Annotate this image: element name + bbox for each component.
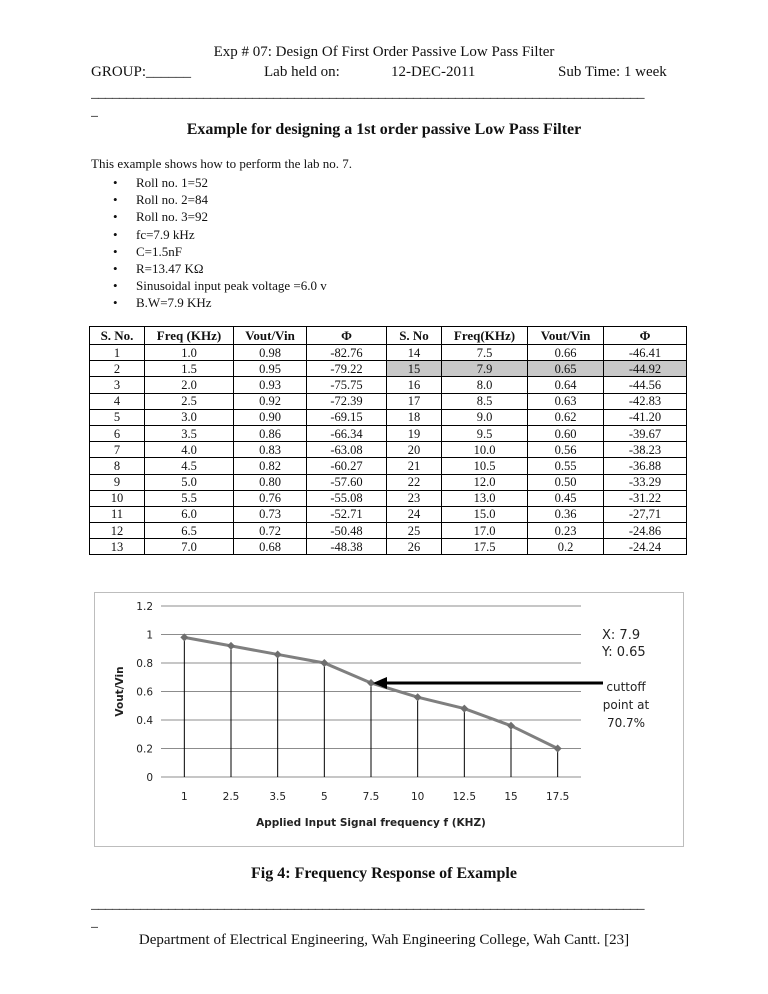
table-cell: 2: [90, 361, 145, 377]
x-tick-label: 3.5: [269, 791, 287, 803]
column-header: Vout/Vin: [234, 327, 307, 345]
intro-text: This example shows how to perform the lab no. 7.: [91, 156, 353, 171]
table-cell: -50.48: [307, 523, 387, 539]
table-cell: 17: [387, 393, 442, 409]
table-row: [90, 409, 687, 425]
section-heading: Example for designing a 1st order passive Low Pass Filter: [186, 121, 582, 138]
table-cell: 24: [387, 506, 442, 522]
table-cell: 22: [387, 474, 442, 490]
column-header: Freq (KHz): [145, 327, 234, 345]
x-axis-title: Applied Input Signal frequency f (KHZ): [256, 817, 486, 829]
table-cell: 0.36: [528, 506, 604, 522]
table-cell: 0.2: [528, 539, 604, 555]
table-cell: 13.0: [442, 490, 528, 506]
table-cell: 0.56: [528, 442, 604, 458]
y-tick-label: 0.8: [136, 658, 153, 670]
table-cell: 0.95: [234, 361, 307, 377]
table-cell: 25: [387, 523, 442, 539]
y-tick-label: 1: [146, 629, 153, 642]
table-cell: -52.71: [307, 506, 387, 522]
table-cell: 10.5: [442, 458, 528, 474]
table-cell: 0.66: [528, 345, 604, 361]
table-cell: -31.22: [604, 490, 687, 506]
table-cell: 10.0: [442, 442, 528, 458]
parameter-item: • Sinusoidal input peak voltage =6.0 v: [113, 277, 327, 294]
y-tick-label: 0: [146, 772, 153, 784]
table-cell: 21: [387, 458, 442, 474]
table-row: [90, 523, 687, 539]
parameter-item: • R=13.47 KΩ: [113, 260, 327, 277]
group-field: GROUP:______: [91, 64, 192, 80]
table-cell: 13: [90, 539, 145, 555]
table-cell: -48.38: [307, 539, 387, 555]
table-cell: -38.23: [604, 442, 687, 458]
table-cell: 7.0: [145, 539, 234, 555]
x-tick-label: 5: [320, 791, 328, 803]
table-cell: 0.83: [234, 442, 307, 458]
column-header: S. No: [387, 327, 442, 345]
table-cell: 14: [387, 345, 442, 361]
table-cell: 16: [387, 377, 442, 393]
point-y-label: Y: 0.65: [602, 645, 646, 660]
table-cell: 0.98: [234, 345, 307, 361]
table-cell: 15: [387, 361, 442, 377]
table-cell: 1.5: [145, 361, 234, 377]
column-header: Vout/Vin: [528, 327, 604, 345]
table-row: [90, 474, 687, 490]
table-cell: 0.86: [234, 425, 307, 441]
data-point: [414, 693, 422, 701]
table-cell: 0.76: [234, 490, 307, 506]
data-point: [460, 705, 468, 713]
table-cell: 0.92: [234, 393, 307, 409]
table-cell: 0.72: [234, 523, 307, 539]
table-cell: 4.0: [145, 442, 234, 458]
table-cell: -75.75: [307, 377, 387, 393]
table-row: [90, 425, 687, 441]
table-cell: -33.29: [604, 474, 687, 490]
parameter-item: • B.W=7.9 KHz: [113, 294, 327, 311]
x-tick-label: 12.5: [452, 791, 477, 803]
table-cell: 7: [90, 442, 145, 458]
column-header: Φ: [307, 327, 387, 345]
lab-date: 12-DEC-2011: [391, 64, 476, 80]
table-row: [90, 361, 687, 377]
cutoff-note: point at: [602, 698, 650, 712]
table-cell: 8.5: [442, 393, 528, 409]
x-tick-label: 17.5: [545, 791, 570, 803]
table-cell: -24.24: [604, 539, 687, 555]
parameter-item: • C=1.5nF: [113, 243, 327, 260]
footer-rule-tail: _: [91, 914, 98, 930]
table-cell: 0.63: [528, 393, 604, 409]
lab-held-label: Lab held on:: [264, 64, 340, 80]
table-cell: 8.0: [442, 377, 528, 393]
cutoff-note: 70.7%: [606, 716, 646, 730]
x-tick-label: 1: [180, 791, 188, 803]
y-tick-label: 0.4: [136, 715, 153, 727]
table-row: [90, 393, 687, 409]
table-cell: 26: [387, 539, 442, 555]
table-cell: 0.50: [528, 474, 604, 490]
table-cell: 0.45: [528, 490, 604, 506]
table-cell: 0.68: [234, 539, 307, 555]
x-tick-label: 10: [410, 791, 425, 803]
table-cell: 19: [387, 425, 442, 441]
table-cell: 3.0: [145, 409, 234, 425]
header-rule: _______________________________________________________________________________: [91, 85, 644, 101]
table-cell: 7.5: [442, 345, 528, 361]
table-cell: 0.80: [234, 474, 307, 490]
table-row: [90, 490, 687, 506]
column-header: S. No.: [90, 327, 145, 345]
table-cell: 4: [90, 393, 145, 409]
table-cell: 5.0: [145, 474, 234, 490]
table-header-row: [90, 327, 687, 345]
table-cell: -63.08: [307, 442, 387, 458]
table-cell: 2.5: [145, 393, 234, 409]
table-cell: -55.08: [307, 490, 387, 506]
table-cell: 4.5: [145, 458, 234, 474]
table-cell: 11: [90, 506, 145, 522]
table-cell: 5.5: [145, 490, 234, 506]
table-cell: 0.55: [528, 458, 604, 474]
table-row: [90, 442, 687, 458]
table-cell: 9: [90, 474, 145, 490]
table-cell: 0.65: [528, 361, 604, 377]
parameter-list: [113, 174, 327, 312]
table-cell: 0.90: [234, 409, 307, 425]
x-tick-label: 7.5: [362, 791, 380, 803]
table-cell: 18: [387, 409, 442, 425]
table-cell: 8: [90, 458, 145, 474]
page-footer: Department of Electrical Engineering, Wah Engineering College, Wah Cantt. [23]: [138, 932, 630, 948]
table-cell: 1: [90, 345, 145, 361]
table-cell: 0.60: [528, 425, 604, 441]
table-cell: 7.9: [442, 361, 528, 377]
parameter-item: • Roll no. 2=84: [113, 191, 327, 208]
table-cell: 9.5: [442, 425, 528, 441]
table-cell: -42.83: [604, 393, 687, 409]
table-cell: -27,71: [604, 506, 687, 522]
point-x-label: X: 7.9: [602, 628, 641, 643]
document-title: Exp # 07: Design Of First Order Passive Low Pass Filter: [213, 44, 555, 60]
table-cell: 5: [90, 409, 145, 425]
y-tick-label: 1.2: [136, 601, 153, 613]
table-cell: -36.88: [604, 458, 687, 474]
column-header: Freq(KHz): [442, 327, 528, 345]
parameter-item: • Roll no. 1=52: [113, 174, 327, 191]
table-cell: 15.0: [442, 506, 528, 522]
table-row: [90, 506, 687, 522]
table-cell: 9.0: [442, 409, 528, 425]
table-cell: -60.27: [307, 458, 387, 474]
table-cell: -44.56: [604, 377, 687, 393]
submission-time: Sub Time: 1 week: [558, 64, 667, 80]
table-cell: 17.5: [442, 539, 528, 555]
footer-rule: _______________________________________________________________________________: [91, 896, 644, 912]
y-tick-label: 0.6: [136, 686, 153, 699]
table-row: [90, 458, 687, 474]
column-header: Φ: [604, 327, 687, 345]
table-cell: 17.0: [442, 523, 528, 539]
table-cell: -46.41: [604, 345, 687, 361]
table-cell: -41.20: [604, 409, 687, 425]
x-tick-label: 15: [504, 791, 518, 803]
frequency-data-table: [89, 326, 687, 555]
table-cell: 10: [90, 490, 145, 506]
header-rule-tail: _: [91, 103, 98, 119]
table-cell: 3: [90, 377, 145, 393]
data-point: [274, 650, 282, 658]
table-cell: 6.5: [145, 523, 234, 539]
table-cell: -69.15: [307, 409, 387, 425]
chart-frame: [94, 592, 684, 847]
data-point: [227, 642, 235, 650]
table-cell: -66.34: [307, 425, 387, 441]
table-cell: 0.23: [528, 523, 604, 539]
table-cell: 23: [387, 490, 442, 506]
table-cell: -82.76: [307, 345, 387, 361]
table-cell: 0.73: [234, 506, 307, 522]
table-cell: 1.0: [145, 345, 234, 361]
parameter-item: • Roll no. 3=92: [113, 208, 327, 225]
table-row: [90, 377, 687, 393]
table-cell: 6.0: [145, 506, 234, 522]
x-tick-label: 2.5: [222, 791, 240, 803]
table-cell: -24.86: [604, 523, 687, 539]
table-cell: 6: [90, 425, 145, 441]
table-cell: -79.22: [307, 361, 387, 377]
table-cell: 20: [387, 442, 442, 458]
table-cell: 0.62: [528, 409, 604, 425]
table-cell: -44.92: [604, 361, 687, 377]
table-body: [90, 345, 687, 555]
table-cell: 0.82: [234, 458, 307, 474]
table-cell: -57.60: [307, 474, 387, 490]
parameter-item: • fc=7.9 kHz: [113, 226, 327, 243]
table-cell: 12: [90, 523, 145, 539]
cutoff-note: cuttoff: [606, 680, 646, 694]
table-row: [90, 539, 687, 555]
table-cell: -72.39: [307, 393, 387, 409]
figure-caption: Fig 4: Frequency Response of Example: [251, 865, 517, 882]
table-cell: 3.5: [145, 425, 234, 441]
frequency-response-chart: [95, 593, 683, 846]
table-cell: 0.64: [528, 377, 604, 393]
table-cell: 0.93: [234, 377, 307, 393]
table-cell: 12.0: [442, 474, 528, 490]
table-cell: 2.0: [145, 377, 234, 393]
table-cell: -39.67: [604, 425, 687, 441]
table-row: [90, 345, 687, 361]
y-axis-title: Vout/Vin: [114, 666, 126, 717]
y-tick-label: 0.2: [136, 743, 153, 756]
